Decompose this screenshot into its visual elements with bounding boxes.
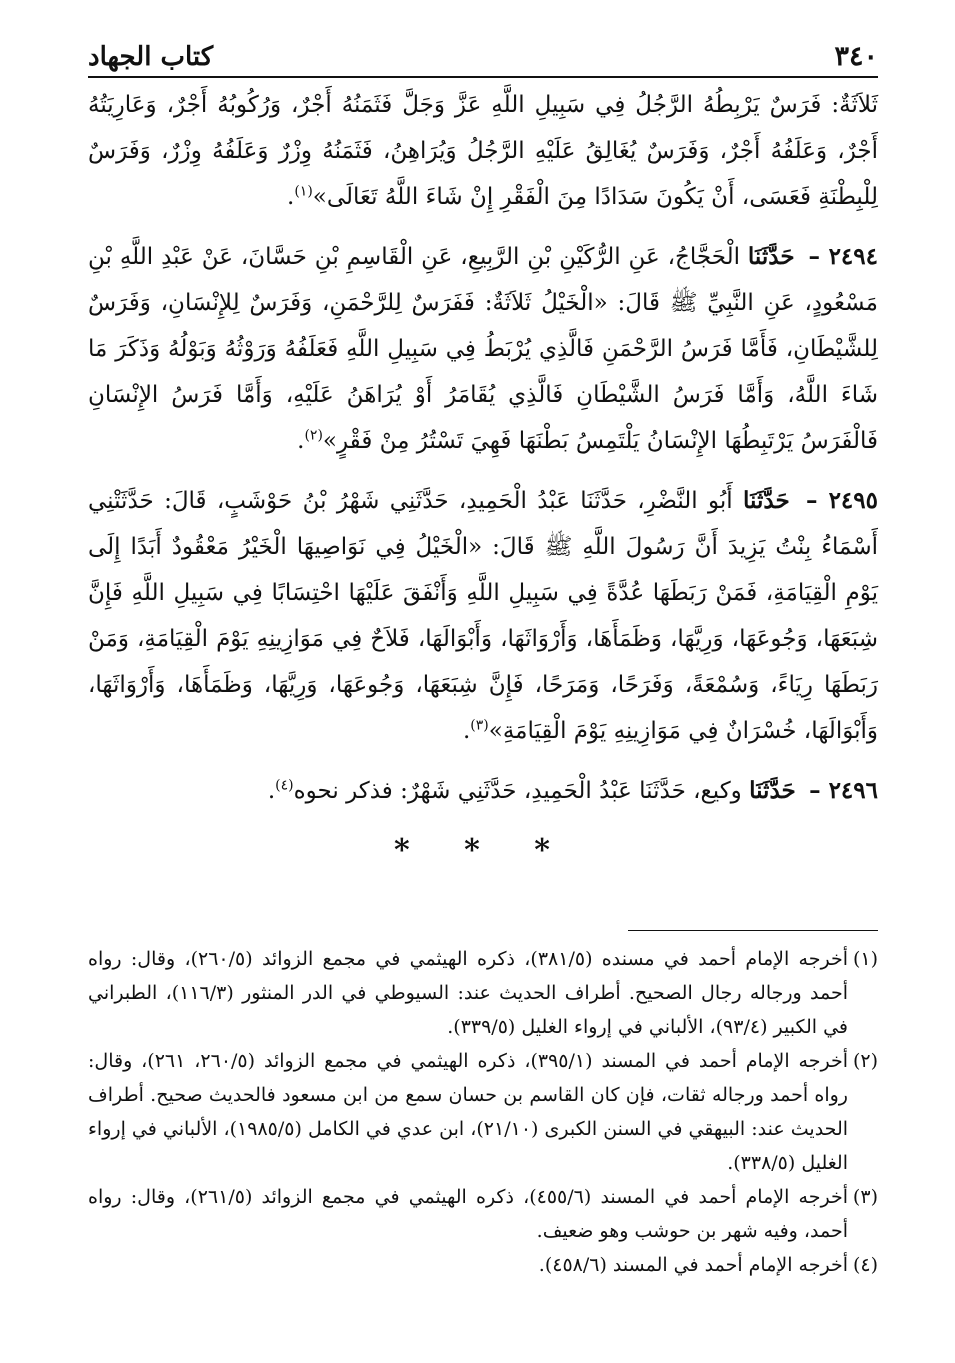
footnote-2 <box>88 1044 878 1180</box>
footnote-number: (٢) <box>852 1050 878 1072</box>
footnote-ref: (١) <box>294 183 313 200</box>
page-header <box>88 30 878 78</box>
footnote-divider <box>628 930 878 931</box>
hadith-text: الْحَجَّاجُ، عَنِ الرُّكَيْنِ بْنِ الرَّبِيعِ، عَنِ الْقَاسِمِ بْنِ حَسَّانَ، عَنْ عَبْدِ اللَّهِ بْنِ مَسْعُودٍ، عَنِ النَّبِيِّ ﷺ قَالَ: «الْخَيْلُ ثَلاَثَةٌ: فَفَرَسٌ لِلرَّحْمَنِ، وَفَرَسٌ لِلإِنْسَانِ، وَفَرَسٌ لِلشَّيْطَانِ، فَأَمَّا فَرَسُ الرَّحْمَنِ فَالَّذِي يُرْبَطُ فِي سَبِيلِ اللَّهِ فَعَلَفُهُ وَرَوْثُهُ وَبَوْلُهُ وَذَكَرَ مَا شَاءَ اللَّهُ، وَأَمَّا فَرَسُ الشَّيْطَانِ فَالَّذِي يُقَامَرُ أَوْ يُرَاهَنُ عَلَيْهِ، وَأَمَّا فَرَسُ الإِنْسَانِ فَالْفَرَسُ يَرْتَبِطُهَا الإِنْسَانُ يَلْتَمِسُ بَطْنَهَا فَهِيَ تَسْتُرُ مِنْ فَقْرٍ» <box>88 244 878 454</box>
main-text <box>88 82 878 868</box>
page-number: ٣٤٠ <box>834 41 878 72</box>
footnote-ref: (٣) <box>470 717 489 734</box>
footnote-number: (١) <box>852 948 878 970</box>
hadith-number: ٢٤٩٥ – <box>806 487 878 514</box>
footnote-ref: (٤) <box>275 777 294 794</box>
hadith-number: ٢٤٩٤ – <box>808 243 878 270</box>
footnote-4 <box>88 1248 878 1282</box>
section-separator: * * * <box>394 833 572 868</box>
footnote-text: أخرجه الإمام أحمد في المسند (٤٥٥/٦)، ذكره الهيثمي في مجمع الزوائد (٢٦١/٥)، وقال: رواه أحمد، وفيه شهر بن حوشب وهو ضعيف. <box>88 1186 848 1242</box>
footnotes <box>88 942 878 1282</box>
hadith-text: أَبُو النَّضْرِ، حَدَّثَنَا عَبْدُ الْحَمِيدِ، حَدَّثَنِي شَهْرُ بْنُ حَوْشَبٍ، قَالَ: حَدَّثَتْنِي أَسْمَاءُ بِنْتُ يَزِيدَ أَنَّ رَسُولَ اللَّهِ ﷺ قَالَ: «الْخَيْلُ فِي نَوَاصِيهَا الْخَيْرُ مَعْقُودٌ أَبَدًا إِلَى يَوْمِ الْقِيَامَةِ، فَمَنْ رَبَطَهَا عُدَّةً فِي سَبِيلِ اللَّهِ وَأَنْفَقَ عَلَيْهَا احْتِسَابًا فِي سَبِيلِ اللَّهِ فَإِنَّ شِبَعَهَا، وَجُوعَهَا، وَرِيَّهَا، وَظَمَأَهَا، وَأَرْوَاثَهَا، وَأَبْوَالَهَا، فَلاَحٌ فِي مَوَازِينِهِ يَوْمَ الْقِيَامَةِ، وَمَنْ رَبَطَهَا رِيَاءً، وَسُمْعَةً، وَفَرَحًا، وَمَرَحًا، فَإِنَّ شِبَعَهَا، وَجُوعَهَا، وَرِيَّهَا، وَظَمَأَهَا، وَأَرْوَاثَهَا، وَأَبْوَالَهَا، خُسْرَانٌ فِي مَوَازِينِهِ يَوْمَ الْقِيَامَةِ» <box>88 488 878 744</box>
footnote-ref: (٢) <box>304 427 323 444</box>
hadith-lead-word: حَدَّثَنَا <box>747 243 795 270</box>
hadith-number: ٢٤٩٦ – <box>809 777 878 804</box>
footnote-text: أخرجه الإمام أحمد في مسنده (٣٨١/٥)، ذكره الهيثمي في مجمع الزوائد (٢٦٠/٥)، وقال: رواه أحمد ورجاله رجال الصحيح. أطراف الحديث عند: السيوطي في الدر المنثور (١١٦/٣)، الطبراني في الكبير (٩٣/٤)، الألباني في إرواء الغليل (٣٣٩/٥). <box>88 948 848 1038</box>
paragraph-text: ثَلاَثَةٌ: فَرَسٌ يَرْبِطُهُ الرَّجُلُ فِي سَبِيلِ اللَّهِ عَزَّ وَجَلَّ فَثَمَنُهُ أَجْرٌ، وَرُكُوبُهُ أَجْرٌ، وَعَارِيَتُهُ أَجْرٌ، وَعَلَفُهُ أَجْرٌ، وَفَرَسٌ يُغَالِقُ عَلَيْهِ الرَّجُلُ وَيُرَاهِنُ، فَثَمَنُهُ وِزْرٌ وَعَلَفُهُ وِزْرٌ، وَفَرَسٌ لِلْبِطْنَةِ فَعَسَى، أَنْ يَكُونَ سَدَادًا مِنَ الْفَقْرِ إِنْ شَاءَ اللَّهُ تَعَالَى» <box>88 92 879 210</box>
footnote-text: أخرجه الإمام أحمد في المسند (٣٩٥/١)، ذكره الهيثمي في مجمع الزوائد (٢٦٠/٥، ٢٦١)، وقال: رواه أحمد ورجاله ثقات، فإن كان القاسم بن حسان سمع من ابن مسعود فالحديث صحيح. أطراف الحديث عند: البيهقي في السنن الكبرى (٢١/١٠)، ابن عدي في الكامل (١٩٨٥/٥)، الألباني في إرواء الغليل (٣٣٨/٥). <box>88 1050 849 1174</box>
footnote-number: (٣) <box>852 1186 878 1208</box>
book-page <box>88 30 878 1330</box>
hadith-2494: ٢٤٩٤ – حَدَّثَنَا الْحَجَّاجُ، عَنِ الرُّكَيْنِ بْنِ الرَّبِيعِ، عَنِ الْقَاسِمِ بْنِ حَسَّانَ، عَنْ عَبْدِ اللَّهِ بْنِ مَسْعُودٍ، عَنِ النَّبِيِّ ﷺ قَالَ: «الْخَيْلُ ثَلاَثَةٌ: فَفَرَسٌ لِلرَّحْمَنِ، وَفَرَسٌ لِلإِنْسَانِ، وَفَرَسٌ لِلشَّيْطَانِ، فَأَمَّا فَرَسُ الرَّحْمَنِ فَالَّذِي يُرْبَطُ فِي سَبِيلِ اللَّهِ فَعَلَفُهُ وَرَوْثُهُ وَبَوْلُهُ وَذَكَرَ مَا شَاءَ اللَّهُ، وَأَمَّا فَرَسُ الشَّيْطَانِ فَالَّذِي يُقَامَرُ أَوْ يُرَاهَنُ عَلَيْهِ، وَأَمَّا فَرَسُ الإِنْسَانِ فَالْفَرَسُ يَرْتَبِطُهَا الإِنْسَانُ يَلْتَمِسُ بَطْنَهَا فَهِيَ تَسْتُرُ مِنْ فَقْرٍ»$^{(٢)}$. <box>88 243 878 454</box>
hadith-lead-word: حَدَّثَنَا <box>743 487 790 514</box>
hadith-2496: ٢٤٩٦ – حَدَّثَنَا وكيع، حَدَّثَنَا عَبْدُ الْحَمِيدِ، حَدَّثَنِي شَهْرٌ: فذكر نحوه$^{(٤)}$. <box>267 777 878 804</box>
footnote-1 <box>88 942 878 1044</box>
book-title: كتاب الجهاد <box>88 42 214 72</box>
hadith-2495: ٢٤٩٥ – حَدَّثَنَا أَبُو النَّضْرِ، حَدَّثَنَا عَبْدُ الْحَمِيدِ، حَدَّثَنِي شَهْرُ بْنُ حَوْشَبٍ، قَالَ: حَدَّثَتْنِي أَسْمَاءُ بِنْتُ يَزِيدَ أَنَّ رَسُولَ اللَّهِ ﷺ قَالَ: «الْخَيْلُ فِي نَوَاصِيهَا الْخَيْرُ مَعْقُودٌ أَبَدًا إِلَى يَوْمِ الْقِيَامَةِ، فَمَنْ رَبَطَهَا عُدَّةً فِي سَبِيلِ اللَّهِ وَأَنْفَقَ عَلَيْهَا احْتِسَابًا فِي سَبِيلِ اللَّهِ فَإِنَّ شِبَعَهَا، وَجُوعَهَا، وَرِيَّهَا، وَظَمَأَهَا، وَأَرْوَاثَهَا، وَأَبْوَالَهَا، فَلاَحٌ فِي مَوَازِينِهِ يَوْمَ الْقِيَامَةِ، وَمَنْ رَبَطَهَا رِيَاءً، وَسُمْعَةً، وَفَرَحًا، وَمَرَحًا، فَإِنَّ شِبَعَهَا، وَجُوعَهَا، وَرِيَّهَا، وَظَمَأَهَا، وَأَرْوَاثَهَا، وَأَبْوَالَهَا، خُسْرَانٌ فِي مَوَازِينِهِ يَوْمَ الْقِيَامَةِ»$^{(٣)}$. <box>88 487 878 744</box>
hadith-text: وكيع، حَدَّثَنَا عَبْدُ الْحَمِيدِ، حَدَّثَنِي شَهْرٌ: فذكر نحوه <box>293 778 742 804</box>
footnote-3 <box>88 1180 878 1248</box>
hadith-lead-word: حَدَّثَنَا <box>749 777 796 804</box>
footnote-number: (٤) <box>852 1254 878 1276</box>
footnote-text: أخرجه الإمام أحمد في المسند (٤٥٨/٦). <box>538 1254 848 1276</box>
paragraph-continued: ثَلاَثَةٌ: فَرَسٌ يَرْبِطُهُ الرَّجُلُ فِي سَبِيلِ اللَّهِ عَزَّ وَجَلَّ فَثَمَنُهُ أَجْرٌ، وَرُكُوبُهُ أَجْرٌ، وَعَارِيَتُهُ أَجْرٌ، وَعَلَفُهُ أَجْرٌ، وَفَرَسٌ يُغَالِقُ عَلَيْهِ الرَّجُلُ وَيُرَاهِنُ، فَثَمَنُهُ وِزْرٌ وَعَلَفُهُ وِزْرٌ، وَفَرَسٌ لِلْبِطْنَةِ فَعَسَى، أَنْ يَكُونَ سَدَادًا مِنَ الْفَقْرِ إِنْ شَاءَ اللَّهُ تَعَالَى»$^{(١)}$. <box>88 92 879 210</box>
